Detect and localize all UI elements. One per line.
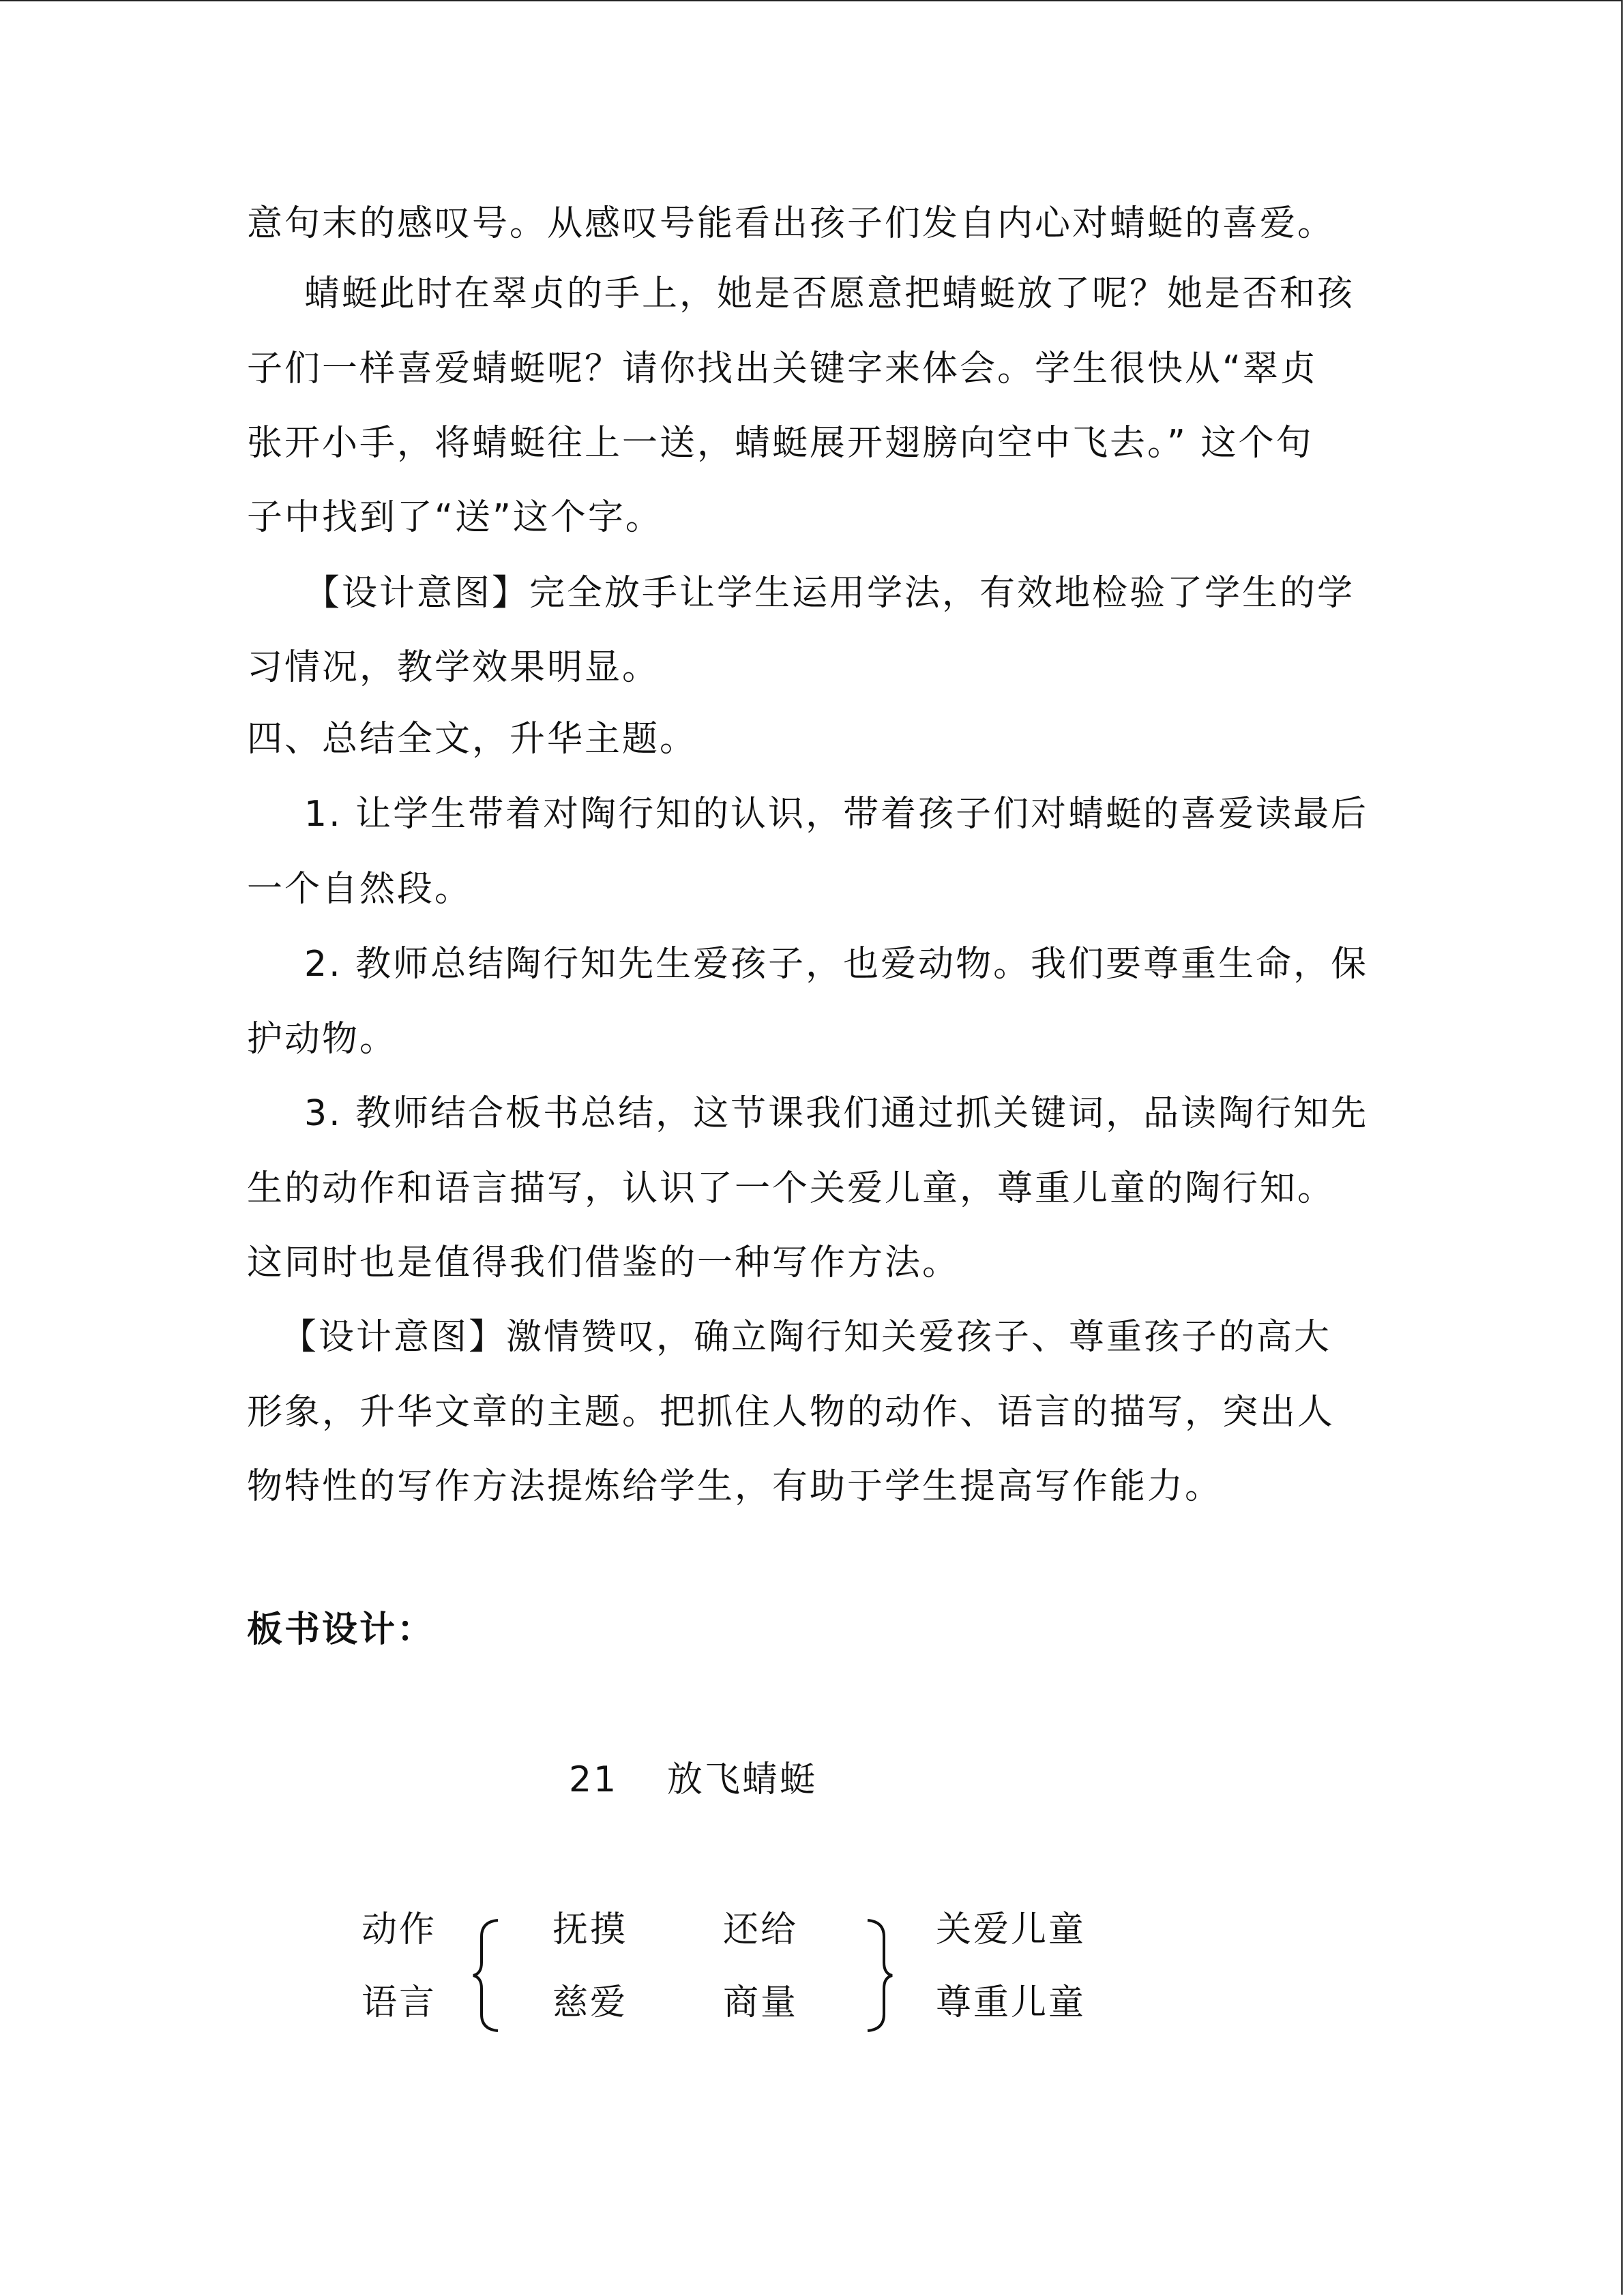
board-result-respect: 尊重儿童: [936, 1982, 1087, 2023]
paragraph-line: 意句末的感叹号。从感叹号能看出孩子们发自内心对蜻蜓的喜爱。: [247, 203, 1335, 244]
board-heading: 板书设计：: [247, 1609, 435, 1650]
design-intent-line: 【设计意图】完全放手让学生运用学法，有效地检验了学生的学: [304, 573, 1355, 614]
paragraph-line: 护动物。: [247, 1019, 398, 1060]
board-label-action: 动作: [361, 1909, 437, 1950]
paragraph-line: 习情况，教学效果明显。: [247, 647, 660, 688]
right-brace: [861, 1918, 895, 2033]
board-word-return: 还给: [723, 1909, 799, 1950]
paragraph-line: 张开小手，将蜻蜓往上一送，蜻蜓展开翅膀向空中飞去。” 这个句: [247, 423, 1314, 464]
list-item: 1. 让学生带着对陶行知的认识，带着孩子们对蜻蜓的喜爱读最后: [304, 794, 1369, 835]
board-word-stroke: 抚摸: [552, 1909, 628, 1950]
board-result-care: 关爱儿童: [936, 1909, 1087, 1950]
paragraph-line: 蜻蜓此时在翠贞的手上，她是否愿意把蜻蜓放了呢？她是否和孩: [304, 273, 1355, 314]
left-brace: [471, 1918, 505, 2033]
paragraph-line: 这同时也是值得我们借鉴的一种写作方法。: [247, 1242, 960, 1283]
paragraph-line: 生的动作和语言描写，认识了一个关爱儿童，尊重儿童的陶行知。: [247, 1168, 1335, 1209]
lesson-number: 21: [569, 1759, 619, 1800]
list-item: 2. 教师总结陶行知先生爱孩子，也爱动物。我们要尊重生命，保: [304, 944, 1369, 985]
lesson-title: 放飞蜻蜓: [667, 1759, 818, 1800]
board-word-discuss: 商量: [723, 1982, 799, 2023]
paragraph-line: 子中找到了“送”这个字。: [247, 497, 663, 538]
paragraph-line: 一个自然段。: [247, 869, 473, 910]
paragraph-line: 形象，升华文章的主题。把抓住人物的动作、语言的描写，突出人: [247, 1392, 1335, 1433]
paragraph-line: 子们一样喜爱蜻蜓呢？请你找出关键字来体会。学生很快从“翠贞: [247, 348, 1318, 389]
board-word-kind: 慈爱: [552, 1982, 628, 2023]
section-heading: 四、总结全文，升华主题。: [247, 719, 698, 760]
paragraph-line: 物特性的写作方法提炼给学生，有助于学生提高写作能力。: [247, 1466, 1223, 1507]
list-item: 3. 教师结合板书总结，这节课我们通过抓关键词，品读陶行知先: [304, 1093, 1369, 1134]
board-label-language: 语言: [361, 1982, 437, 2023]
design-intent-line: 【设计意图】激情赞叹，确立陶行知关爱孩子、尊重孩子的高大: [281, 1317, 1332, 1358]
